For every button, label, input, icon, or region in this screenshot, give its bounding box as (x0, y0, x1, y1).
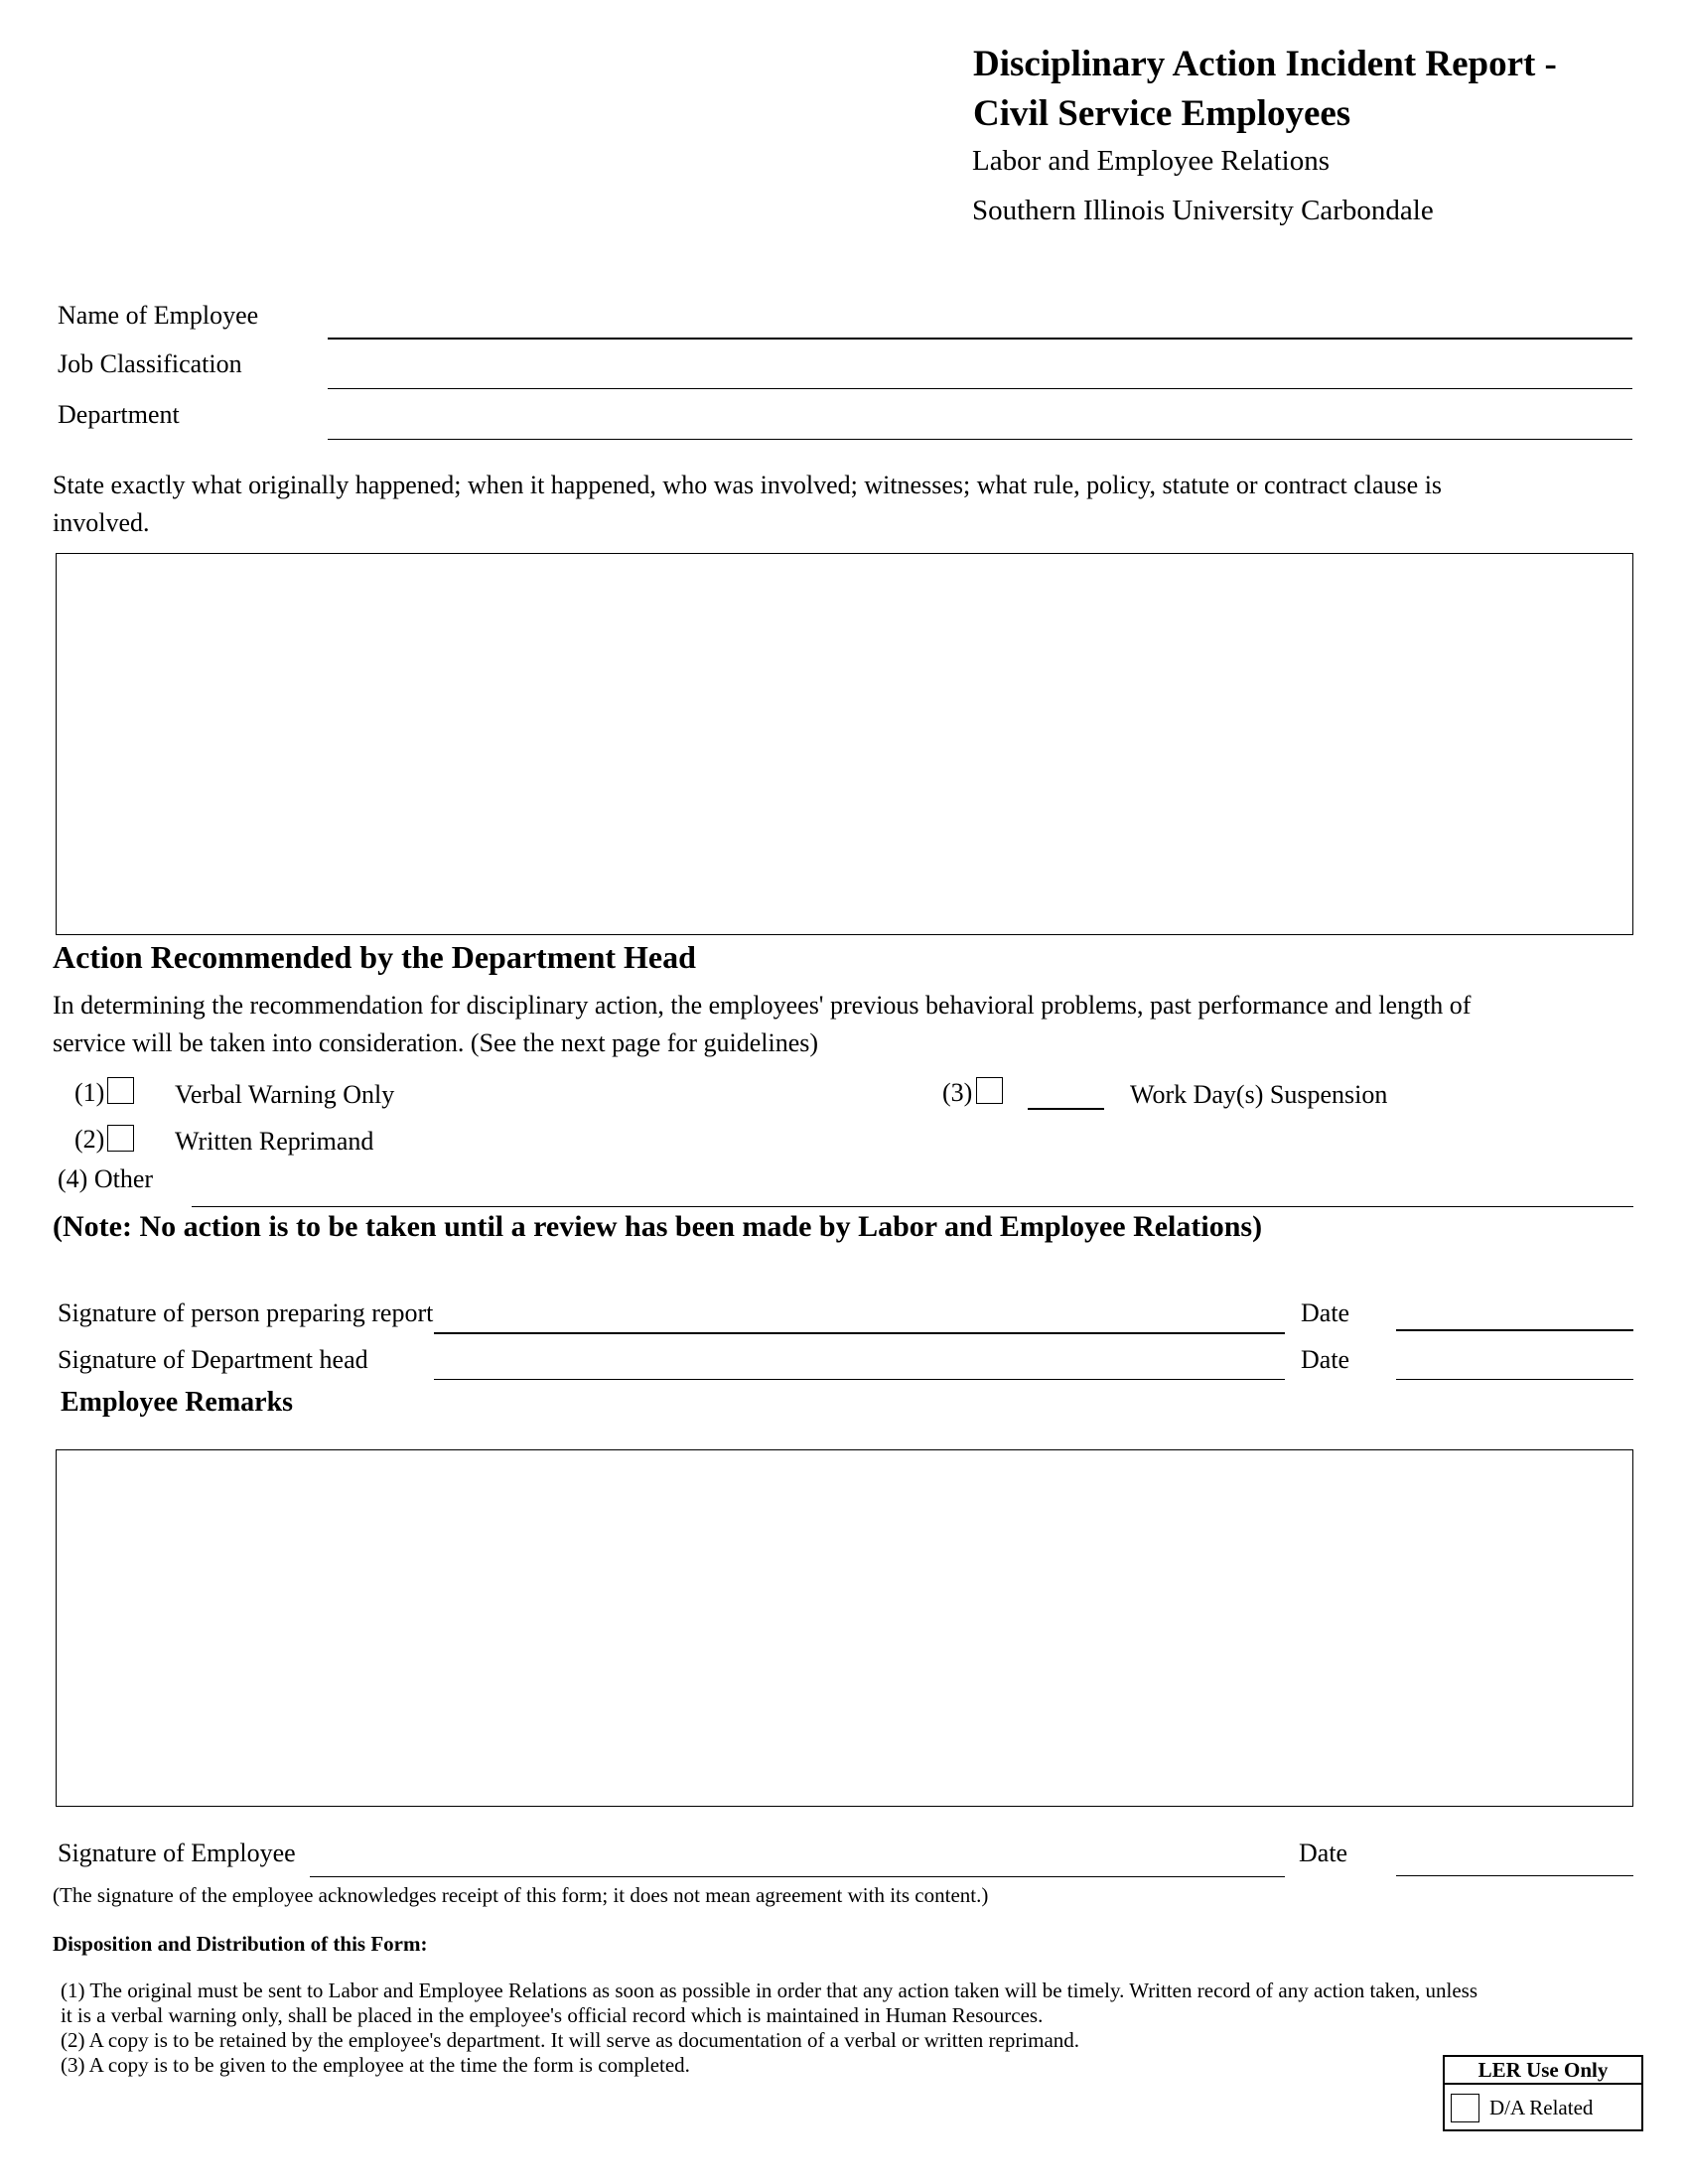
employee-remarks-box (56, 1449, 1633, 1807)
department-line (328, 439, 1632, 440)
employee-remarks-heading: Employee Remarks (61, 1387, 294, 1418)
employee-date-line[interactable] (1396, 1875, 1633, 1876)
employee-signature-line[interactable] (310, 1876, 1285, 1877)
department-label: Department (58, 400, 180, 429)
other-option-field[interactable] (192, 1171, 1633, 1205)
written-reprimand-label: Written Reprimand (175, 1127, 374, 1156)
dept-head-signature-label: Signature of Department head (58, 1345, 368, 1374)
suspension-days-line (1028, 1108, 1104, 1110)
job-classification-line (328, 388, 1632, 389)
employee-signature-label: Signature of Employee (58, 1839, 296, 1867)
written-reprimand-checkbox[interactable] (107, 1125, 134, 1152)
da-related-checkbox[interactable] (1451, 2094, 1479, 2122)
verbal-warning-label: Verbal Warning Only (175, 1080, 395, 1109)
incident-instructions-line2: involved. (53, 508, 150, 537)
disposition-item1-line1: (1) The original must be sent to Labor and Employee Relations as soon as possible in order that any action taken will be timely. Written record of any action taken, unless (61, 1979, 1477, 2002)
action-description-line1: In determining the recommendation for disciplinary action, the employees' previous behavioral problems, past performance and length of (53, 991, 1472, 1020)
name-of-employee-line (328, 338, 1632, 340)
incident-description-box (56, 553, 1633, 935)
verbal-warning-checkbox[interactable] (107, 1077, 134, 1104)
name-of-employee-field[interactable] (328, 300, 1632, 336)
suspension-label: Work Day(s) Suspension (1130, 1080, 1388, 1109)
form-title-line2: Civil Service Employees (973, 93, 1351, 134)
option1-number: (1) (74, 1078, 105, 1107)
signature-acknowledgement: (The signature of the employee acknowledges receipt of this form; it does not mean agreement with its content.) (53, 1883, 989, 1907)
department-field[interactable] (328, 401, 1632, 437)
ler-use-only-box (1443, 2055, 1643, 2131)
name-of-employee-label: Name of Employee (58, 301, 259, 330)
ler-use-only-title: LER Use Only (1445, 2057, 1641, 2085)
disposition-item1-line2: it is a verbal warning only, shall be placed in the employee's official record which is maintained in Human Resources. (61, 2003, 1044, 2027)
option2-number: (2) (74, 1125, 105, 1154)
disposition-item2: (2) A copy is to be retained by the employee's department. It will serve as documentation of a verbal or written reprimand. (61, 2028, 1080, 2052)
preparer-date-line[interactable] (1396, 1329, 1633, 1331)
option3-number: (3) (942, 1078, 973, 1107)
other-option-label: (4) Other (58, 1164, 154, 1193)
job-classification-label: Job Classification (58, 349, 242, 378)
action-description-line2: service will be taken into consideration. (See the next page for guidelines) (53, 1028, 819, 1057)
disposition-item3: (3) A copy is to be given to the employee at the time the form is completed. (61, 2053, 690, 2077)
action-recommended-heading: Action Recommended by the Department Head (53, 939, 696, 975)
header-department: Labor and Employee Relations (972, 145, 1330, 177)
other-option-line (192, 1206, 1633, 1207)
employee-date-label: Date (1299, 1839, 1348, 1867)
job-classification-field[interactable] (328, 350, 1632, 386)
suspension-checkbox[interactable] (976, 1077, 1003, 1104)
review-note: (Note: No action is to be taken until a review has been made by Labor and Employee Relations) (53, 1210, 1263, 1243)
preparer-signature-line[interactable] (434, 1332, 1285, 1334)
incident-description-input[interactable] (57, 554, 1632, 934)
employee-remarks-input[interactable] (57, 1450, 1632, 1806)
suspension-days-field[interactable] (1028, 1078, 1104, 1108)
form-title-line1: Disciplinary Action Incident Report - (973, 44, 1557, 84)
da-related-label: D/A Related (1489, 2096, 1594, 2119)
header-university: Southern Illinois University Carbondale (972, 195, 1434, 226)
dept-head-date-line[interactable] (1396, 1379, 1633, 1380)
disposition-heading: Disposition and Distribution of this Form: (53, 1932, 428, 1956)
preparer-date-label: Date (1301, 1298, 1350, 1327)
preparer-signature-label: Signature of person preparing report (58, 1298, 434, 1327)
dept-head-signature-line[interactable] (434, 1379, 1285, 1380)
dept-head-date-label: Date (1301, 1345, 1350, 1374)
incident-instructions-line1: State exactly what originally happened; when it happened, who was involved; witnesses; what rule, policy, statute or contract clause is (53, 471, 1443, 499)
